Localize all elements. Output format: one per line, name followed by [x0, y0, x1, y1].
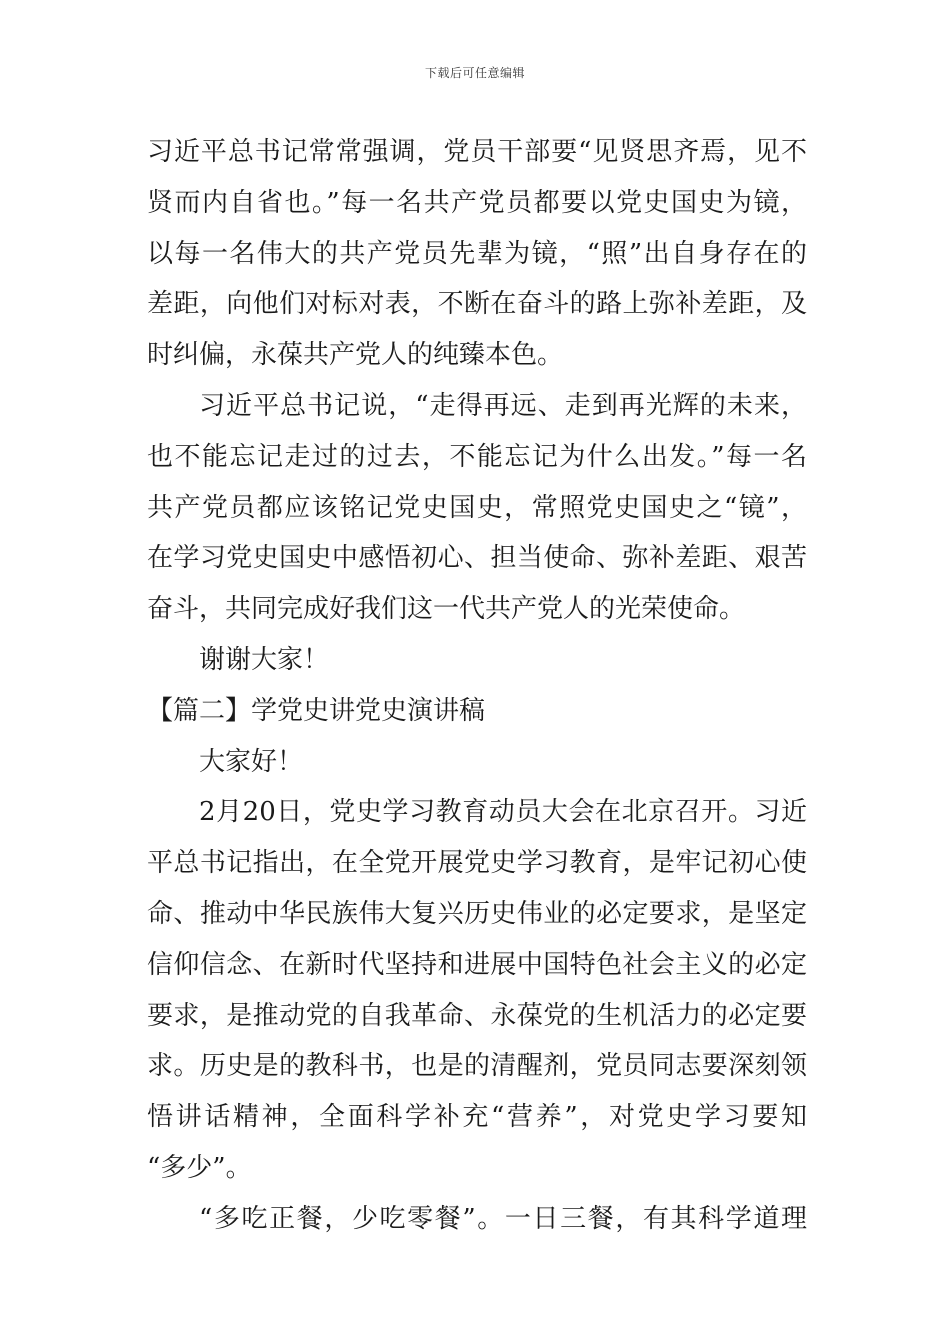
text-line: 习近平总书记说，“走得再远、走到再光辉的未来，	[199, 390, 807, 421]
text-line: 命、推动中华民族伟大复兴历史伟业的必定要求，是坚定	[147, 898, 807, 929]
text-line: 2月20日，党史学习教育动员大会在北京召开。习近	[199, 797, 807, 828]
text-line: 大家好！	[199, 746, 304, 777]
text-line: 共产党员都应该铭记党史国史，常照党史国史之“镜”，	[147, 492, 807, 523]
text-line: 要求，是推动党的自我革命、永葆党的生机活力的必定要	[147, 1000, 807, 1031]
section-heading: 【篇二】学党史讲党史演讲稿	[147, 695, 486, 726]
text-line: 在学习党史国史中感悟初心、担当使命、弥补差距、艰苦	[147, 543, 807, 574]
text-line: 奋斗，共同完成好我们这一代共产党人的光荣使命。	[147, 594, 746, 625]
text-line: 悟讲话精神，全面科学补充“营养”，对党史学习要知	[147, 1102, 807, 1133]
text-line: 信仰信念、在新时代坚持和进展中国特色社会主义的必定	[147, 949, 807, 980]
text-line: 也不能忘记走过的过去，不能忘记为什么出发。”每一名	[147, 441, 807, 472]
text-line: 平总书记指出，在全党开展党史学习教育，是牢记初心使	[147, 848, 807, 879]
text-line: 以每一名伟大的共产党员先辈为镜，“照”出自身存在的	[147, 238, 807, 269]
text-line: “多吃正餐，少吃零餐”。一日三餐，有其科学道理	[199, 1203, 807, 1234]
text-line: 时纠偏，永葆共产党人的纯臻本色。	[147, 340, 564, 371]
text-line: 习近平总书记常常强调，党员干部要“见贤思齐焉，见不	[147, 137, 807, 167]
text-line: 贤而内自省也。”每一名共产党员都要以党史国史为镜，	[147, 187, 807, 218]
text-line: 差距，向他们对标对表，不断在奋斗的路上弥补差距，及	[147, 289, 807, 320]
page-header: 下载后可任意编辑	[424, 66, 525, 80]
text-line: 求。历史是的教科书，也是的清醒剂，党员同志要深刻领	[147, 1051, 807, 1082]
document-body	[147, 127, 807, 1245]
text-line: 谢谢大家！	[199, 644, 330, 675]
text-line: “多少”。	[147, 1152, 252, 1183]
